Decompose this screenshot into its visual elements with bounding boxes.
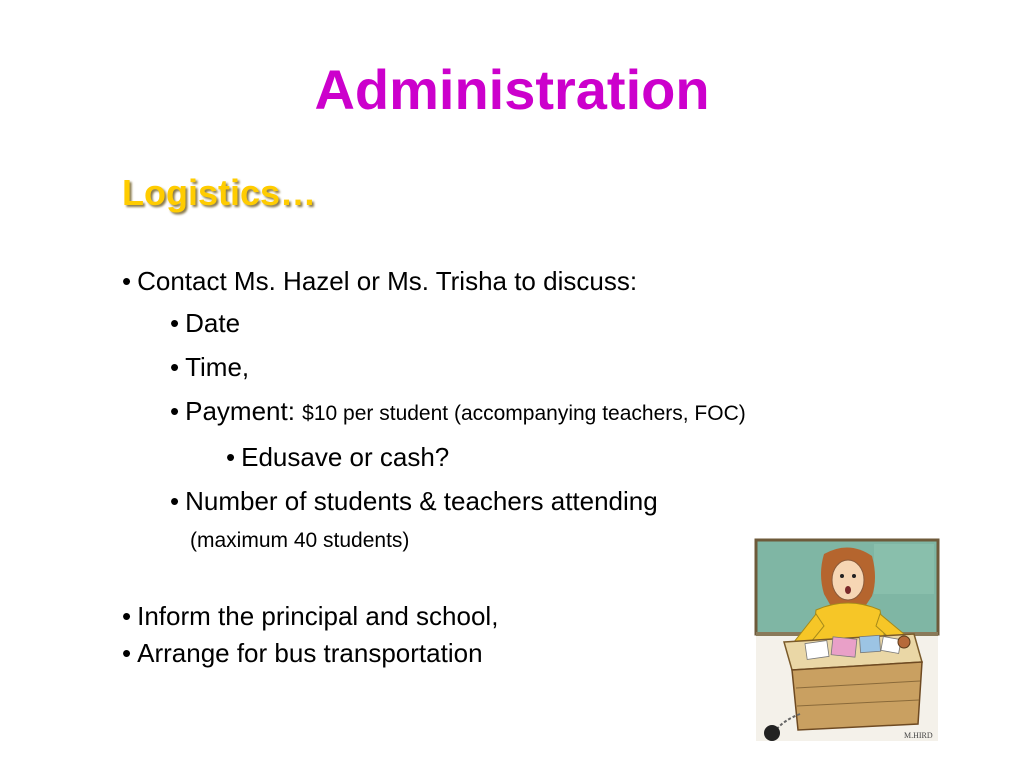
bullet-glyph: • (122, 266, 132, 296)
mouth-shape (845, 586, 851, 594)
bullet-edusave (226, 444, 449, 470)
bullet-payment (170, 398, 746, 424)
payment-detail: $10 per student (accompanying teachers, FOC) (302, 402, 746, 425)
bullet-text: Payment: (185, 396, 303, 426)
ball-shape (764, 725, 780, 741)
chalkboard-highlight-shape (874, 544, 934, 594)
eye-left-shape (840, 574, 844, 578)
bullet-glyph: • (170, 396, 180, 426)
bullet-text: Arrange for bus transportation (137, 638, 483, 668)
bullet-text: Inform the principal and school, (137, 601, 499, 631)
paper-shape (805, 641, 829, 660)
eye-right-shape (852, 574, 856, 578)
bullet-number-attending (170, 488, 658, 514)
bullet-glyph: • (170, 352, 180, 382)
bullet-text: Contact Ms. Hazel or Ms. Trisha to discuss: (137, 266, 638, 296)
bullet-text: Date (185, 308, 241, 338)
teacher-at-desk-illustration (754, 538, 940, 743)
illustration-signature: M.HIRD (904, 731, 933, 740)
bullet-inform (122, 603, 498, 629)
mug-shape (898, 636, 910, 648)
slide-title: Administration (314, 58, 710, 121)
bullet-date (170, 310, 240, 336)
slide-subtitle: Logistics… (122, 172, 317, 213)
bullet-text: Number of students & teachers attending (185, 486, 658, 516)
bullet-contact (122, 268, 637, 294)
bullet-text: Time, (185, 352, 250, 382)
bullet-glyph: • (170, 486, 180, 516)
bullet-time (170, 354, 249, 380)
bullet-glyph: • (122, 638, 132, 668)
bullet-glyph: • (226, 442, 236, 472)
paper-pink-shape (831, 637, 857, 657)
desk-body-shape (792, 662, 922, 730)
max-students-note: (maximum 40 students) (190, 529, 410, 552)
paper-shape (881, 637, 901, 654)
bullet-text: Edusave or cash? (241, 442, 450, 472)
bullet-glyph: • (122, 601, 132, 631)
bullet-glyph: • (170, 308, 180, 338)
book-blue-shape (859, 635, 880, 652)
bullet-bus (122, 640, 483, 666)
